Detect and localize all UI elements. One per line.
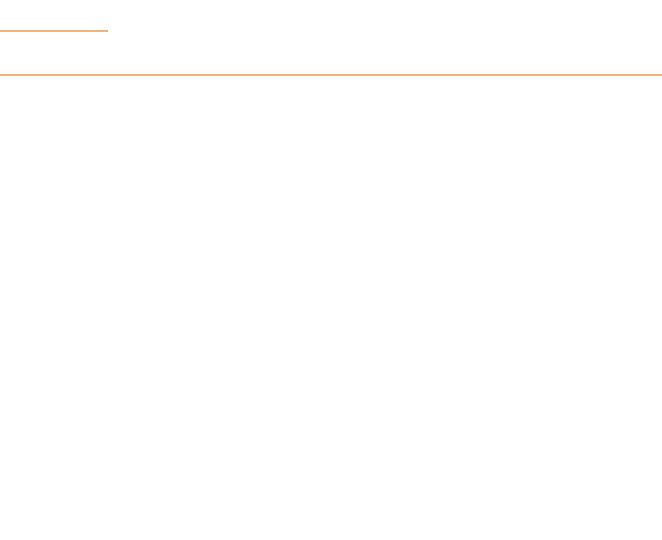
table-header	[0, 46, 662, 76]
title-underline	[0, 2, 108, 32]
